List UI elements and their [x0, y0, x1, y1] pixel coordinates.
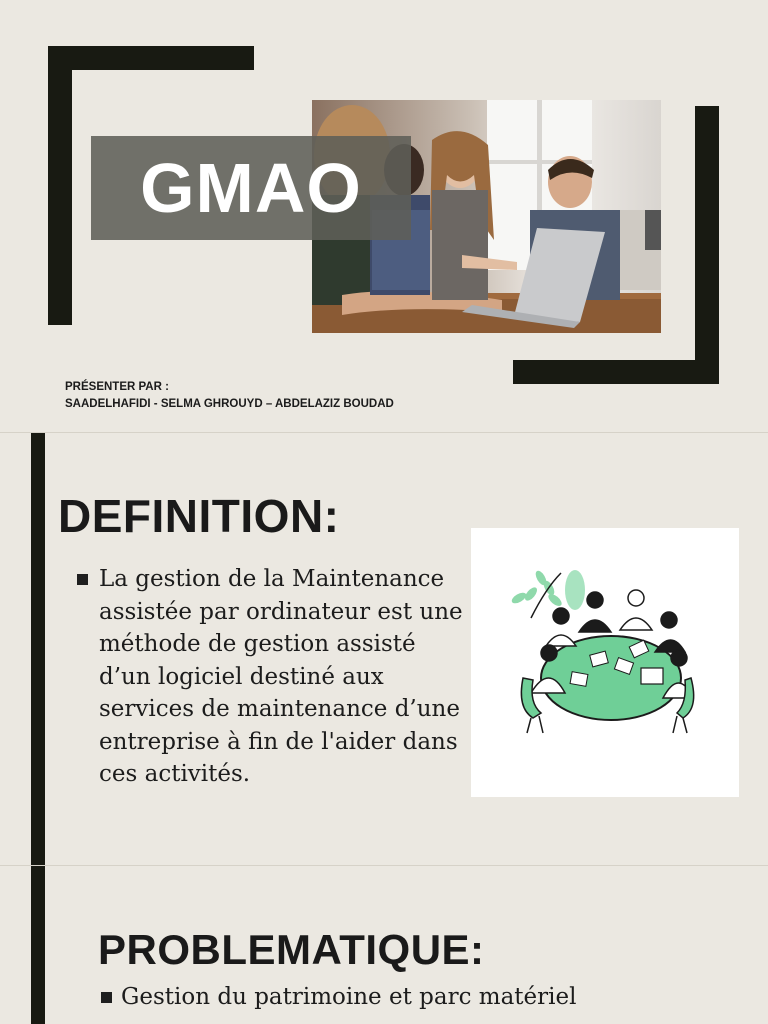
presenter-block	[65, 379, 394, 413]
problematique-slide	[0, 866, 768, 1024]
presenter-names: SAADELHAFIDI - SELMA GHROUYD – ABDELAZIZ BOUDAD	[65, 398, 394, 410]
meeting-illustration	[471, 528, 739, 797]
problematique-text: Gestion du patrimoine et parc matériel	[121, 984, 577, 1010]
definition-slide	[0, 433, 768, 865]
slide-title: GMAO	[140, 149, 362, 227]
frame-top-left-vertical	[48, 46, 72, 325]
bullet-square	[101, 992, 112, 1003]
slide-left-bar	[31, 433, 45, 865]
frame-bottom-right-horizontal	[513, 360, 719, 384]
definition-text: La gestion de la Maintenance assistée par ordinateur est une méthode de gestion assisté d’un logiciel destiné aux services de maintenance d’une entreprise à fin de l'aider dans ces activités.	[99, 566, 463, 787]
presenter-label: PRÉSENTER PAR :	[65, 381, 169, 393]
title-slide	[0, 0, 768, 432]
frame-top-left-horizontal	[48, 46, 254, 70]
frame-bottom-right-vertical	[695, 106, 719, 384]
slide-left-bar	[31, 866, 45, 1024]
problematique-heading: PROBLEMATIQUE:	[98, 926, 485, 973]
bullet-square	[77, 574, 88, 585]
definition-heading: DEFINITION:	[58, 490, 340, 542]
